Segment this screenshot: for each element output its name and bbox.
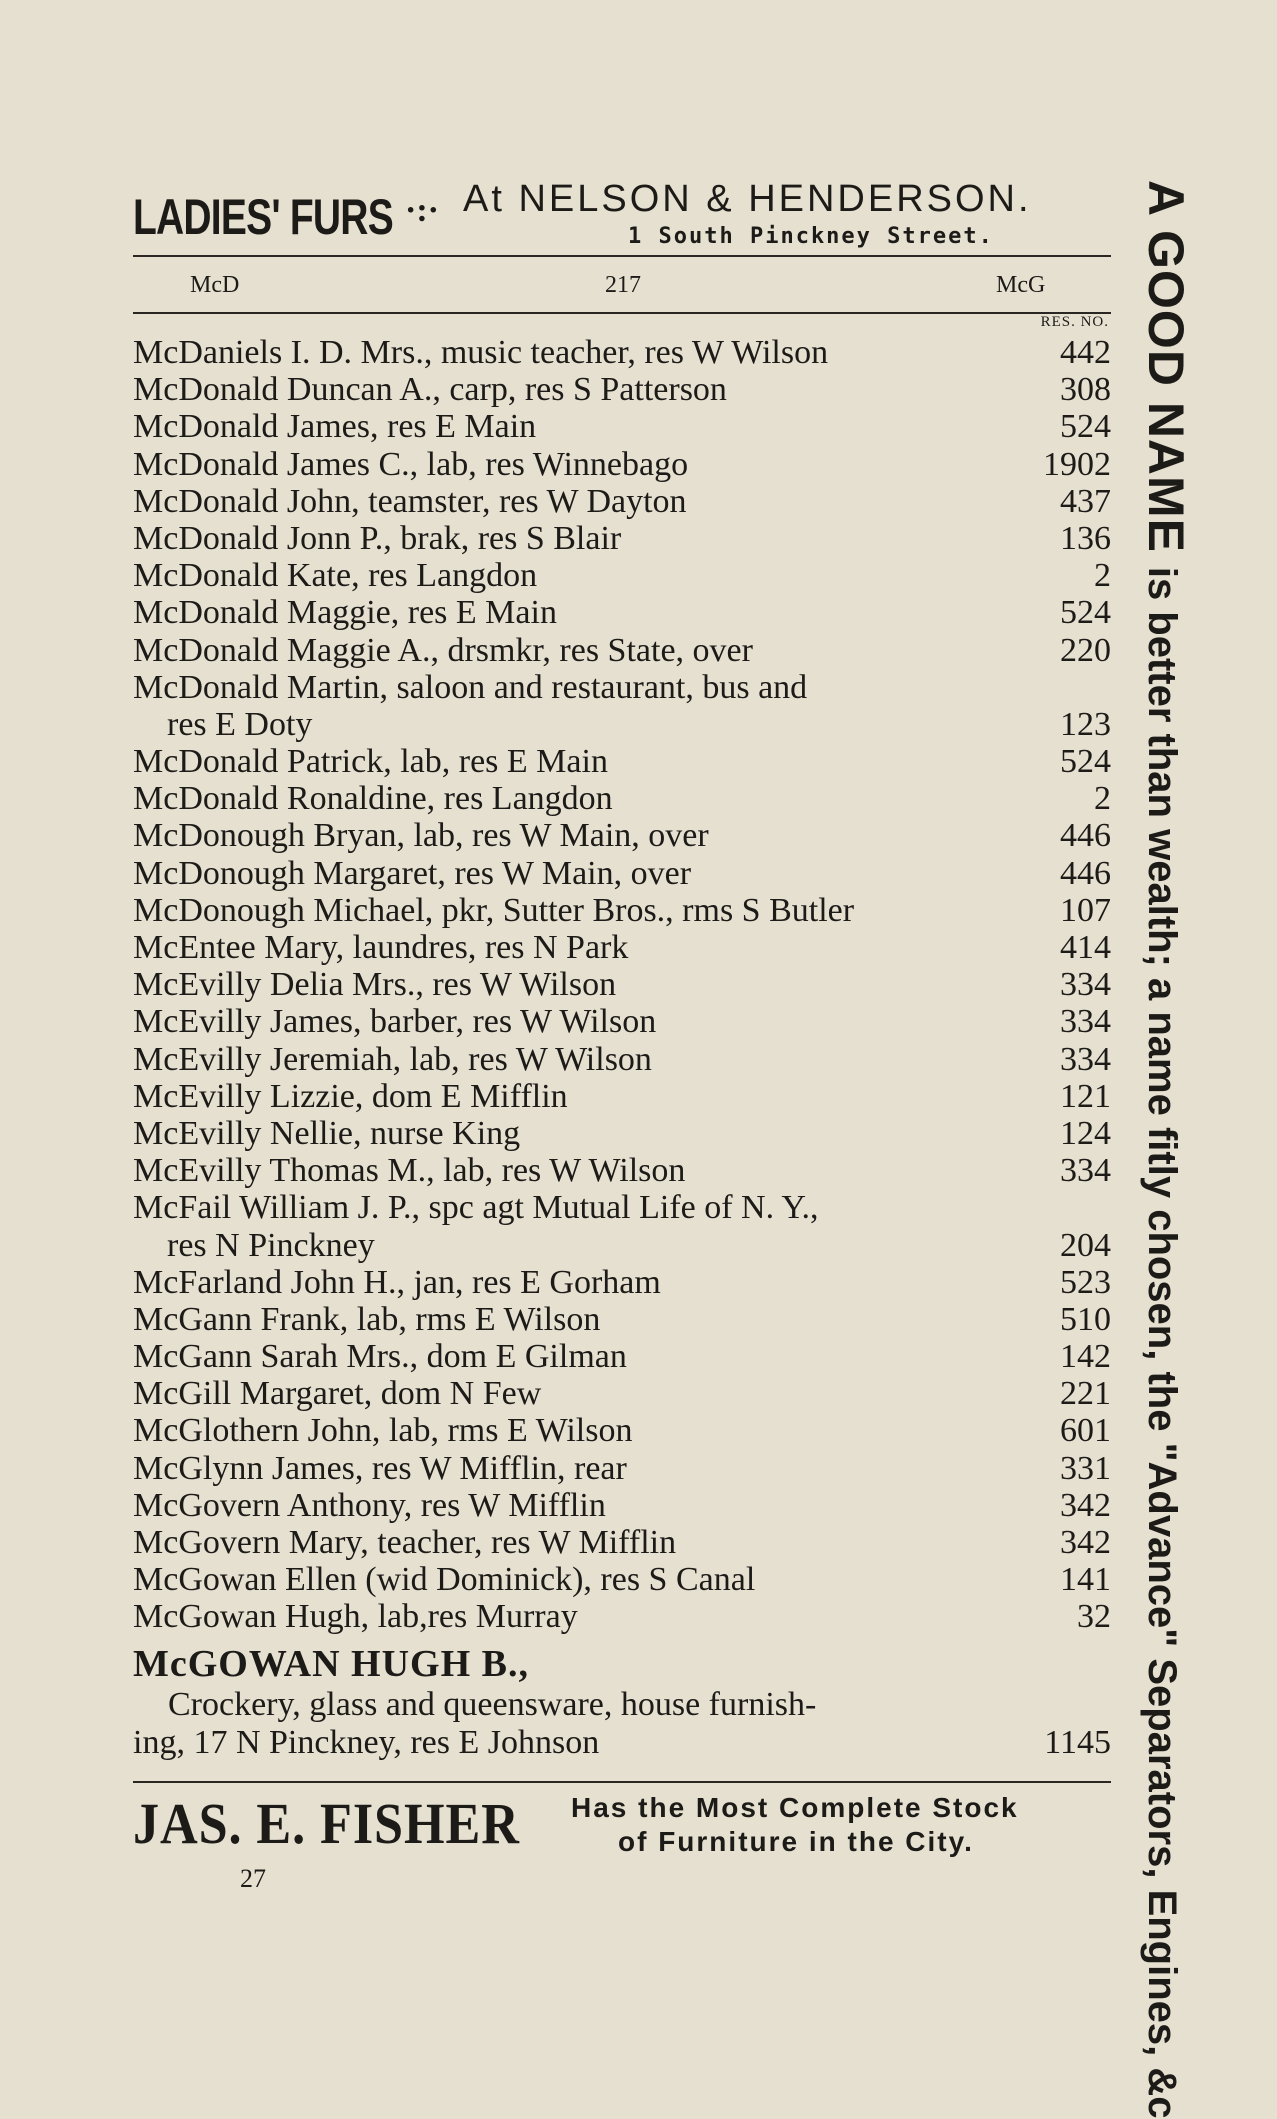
entry-res-number: 446 — [1060, 817, 1111, 855]
directory-entry — [133, 669, 1111, 706]
directory-entry — [133, 1003, 1111, 1040]
side-ad-headline: A GOOD NAME — [1138, 180, 1194, 554]
entry-text: McGowan Ellen (wid Dominick), res S Canal — [133, 1561, 756, 1599]
res-no-label: RES. NO. — [1040, 314, 1109, 330]
entry-text: McGill Margaret, dom N Few — [133, 1375, 542, 1413]
business-description-line2: ing, 17 N Pinckney, res E Johnson — [133, 1724, 600, 1761]
entry-res-number: 220 — [1060, 631, 1111, 669]
directory-entry — [133, 1412, 1111, 1449]
directory-entry — [133, 1524, 1111, 1561]
directory-entry — [133, 780, 1111, 817]
fisher-name: JAS. E. FISHER — [133, 1791, 520, 1856]
entry-res-number: 437 — [1060, 482, 1111, 520]
entry-text: res N Pinckney — [167, 1226, 375, 1264]
ladies-furs-heading: LADIES' FURS — [133, 189, 393, 245]
directory-entry — [133, 706, 1111, 743]
directory-entry — [133, 929, 1111, 966]
directory-entry — [133, 1041, 1111, 1078]
business-description-line1: Crockery, glass and queensware, house furnish- — [168, 1686, 817, 1723]
entry-res-number: 221 — [1060, 1375, 1111, 1413]
entry-text: McEvilly Lizzie, dom E Mifflin — [133, 1077, 568, 1115]
entry-res-number: 442 — [1060, 334, 1111, 371]
entry-res-number: 524 — [1060, 743, 1111, 781]
entry-res-number: 414 — [1060, 929, 1111, 966]
entry-text: McDonald Kate, res Langdon — [133, 557, 538, 595]
entry-res-number: 334 — [1060, 1152, 1111, 1190]
directory-entry — [133, 892, 1111, 929]
directory-entry — [133, 1598, 1111, 1635]
directory-entry — [133, 594, 1111, 631]
directory-entry — [133, 1375, 1111, 1412]
directory-entry — [133, 1561, 1111, 1598]
ornament-separator: ·:· — [405, 192, 439, 229]
entry-res-number: 141 — [1060, 1561, 1111, 1599]
directory-entry — [133, 966, 1111, 1003]
directory-entry — [133, 446, 1111, 483]
entry-res-number: 446 — [1060, 854, 1111, 892]
entry-text: McDonald Jonn P., brak, res S Blair — [133, 519, 622, 557]
entry-res-number: 121 — [1060, 1077, 1111, 1115]
entry-text: McDonald Ronaldine, res Langdon — [133, 780, 613, 818]
directory-entry — [133, 743, 1111, 780]
directory-entry — [133, 483, 1111, 520]
entry-res-number: 601 — [1060, 1412, 1111, 1450]
entry-text: res E Doty — [167, 705, 313, 743]
entry-text: McEvilly Delia Mrs., res W Wilson — [133, 966, 617, 1004]
entry-res-number: 2 — [1094, 780, 1111, 818]
business-res-number: 1145 — [1044, 1724, 1111, 1761]
entry-res-number: 107 — [1060, 891, 1111, 929]
directory-entry — [133, 1189, 1111, 1226]
entry-text: McEvilly Nellie, nurse King — [133, 1114, 521, 1152]
directory-entry — [133, 334, 1111, 371]
entry-res-number: 142 — [1060, 1338, 1111, 1376]
entry-res-number: 342 — [1060, 1524, 1111, 1561]
directory-entry — [133, 1078, 1111, 1115]
entry-res-number: 308 — [1060, 371, 1111, 409]
business-listing-name: McGOWAN HUGH B., — [133, 1643, 529, 1685]
header-left-range: McD — [190, 272, 240, 298]
directory-entry — [133, 1115, 1111, 1152]
entry-res-number: 524 — [1060, 594, 1111, 632]
entry-text: McGovern Mary, teacher, res W Mifflin — [133, 1524, 677, 1561]
header-rule — [133, 312, 1111, 314]
directory-entry — [133, 1227, 1111, 1264]
entry-text: McFarland John H., jan, res E Gorham — [133, 1263, 661, 1301]
directory-entry — [133, 1450, 1111, 1487]
entry-res-number: 524 — [1060, 408, 1111, 446]
entry-res-number: 1902 — [1043, 445, 1111, 483]
street-address: 1 South Pinckney Street. — [628, 224, 994, 249]
header-right-range: McG — [996, 272, 1046, 298]
entry-res-number: 331 — [1060, 1449, 1111, 1487]
entry-text: McDonald Martin, saloon and restaurant, bus and — [133, 668, 808, 706]
header-page-number: 217 — [605, 272, 641, 298]
entry-text: McDonough Michael, pkr, Sutter Bros., rms S Butler — [133, 891, 855, 929]
entry-text: McDonald James, res E Main — [133, 408, 537, 446]
entry-text: McEvilly Jeremiah, lab, res W Wilson — [133, 1040, 652, 1078]
bottom-rule — [133, 1781, 1111, 1783]
entry-text: McDonald Patrick, lab, res E Main — [133, 743, 608, 781]
directory-entry — [133, 1152, 1111, 1189]
directory-entry — [133, 520, 1111, 557]
entry-res-number: 334 — [1060, 966, 1111, 1004]
top-advertisement — [133, 176, 1113, 256]
entry-text: McDonald Maggie A., drsmkr, res State, over — [133, 631, 753, 669]
entry-text: McDaniels I. D. Mrs., music teacher, res W Wilson — [133, 334, 829, 371]
directory-entry — [133, 1338, 1111, 1375]
entry-text: McDonough Margaret, res W Main, over — [133, 854, 692, 892]
fisher-tagline-line1: Has the Most Complete Stock — [571, 1792, 1019, 1823]
entry-text: McGlothern John, lab, rms E Wilson — [133, 1412, 633, 1450]
directory-entry — [133, 371, 1111, 408]
entry-text: McDonough Bryan, lab, res W Main, over — [133, 817, 709, 855]
entry-res-number: 523 — [1060, 1263, 1111, 1301]
entry-res-number: 342 — [1060, 1486, 1111, 1524]
directory-entry — [133, 408, 1111, 445]
directory-entry — [133, 855, 1111, 892]
entry-res-number: 204 — [1060, 1226, 1111, 1264]
entry-text: McEntee Mary, laundres, res N Park — [133, 929, 629, 966]
entry-text: McGann Frank, lab, rms E Wilson — [133, 1300, 601, 1338]
entry-res-number: 510 — [1060, 1300, 1111, 1338]
directory-entry — [133, 1487, 1111, 1524]
entry-text: McEvilly Thomas M., lab, res W Wilson — [133, 1152, 686, 1190]
directory-entry — [133, 817, 1111, 854]
entry-res-number: 123 — [1060, 705, 1111, 743]
entry-res-number: 2 — [1094, 557, 1111, 595]
side-ad-body: is better than wealth; a name fitly chosen, the "Advance" Separators, Engines, &c — [1140, 566, 1184, 2119]
entry-text: McDonald John, teamster, res W Dayton — [133, 482, 687, 520]
side-advertisement — [1136, 180, 1196, 2119]
directory-entry — [133, 632, 1111, 669]
entry-text: McFail William J. P., spc agt Mutual Life of N. Y., — [133, 1189, 819, 1227]
footer-signature-number: 27 — [240, 1864, 266, 1893]
entry-text: McDonald Maggie, res E Main — [133, 594, 557, 632]
entry-text: McGowan Hugh, lab,res Murray — [133, 1598, 578, 1636]
fisher-tagline-line2: of Furniture in the City. — [618, 1826, 974, 1857]
entry-res-number: 32 — [1077, 1598, 1111, 1636]
entry-text: McGlynn James, res W Mifflin, rear — [133, 1449, 627, 1487]
directory-entry — [133, 557, 1111, 594]
entry-res-number: 334 — [1060, 1003, 1111, 1041]
entry-text: McDonald James C., lab, res Winnebago — [133, 445, 689, 483]
directory-entry — [133, 1264, 1111, 1301]
nelson-henderson-text: At NELSON & HENDERSON. — [463, 178, 1032, 220]
bottom-advertisement — [133, 1790, 1113, 1860]
top-rule — [133, 255, 1111, 257]
entry-text: McDonald Duncan A., carp, res S Patterson — [133, 371, 727, 409]
entry-text: McEvilly James, barber, res W Wilson — [133, 1003, 657, 1041]
directory-entry — [133, 1301, 1111, 1338]
directory-entries — [133, 334, 1111, 1636]
entry-text: McGovern Anthony, res W Mifflin — [133, 1486, 606, 1524]
entry-res-number: 334 — [1060, 1040, 1111, 1078]
entry-res-number: 136 — [1060, 519, 1111, 557]
entry-res-number: 124 — [1060, 1114, 1111, 1152]
entry-text: McGann Sarah Mrs., dom E Gilman — [133, 1338, 627, 1376]
